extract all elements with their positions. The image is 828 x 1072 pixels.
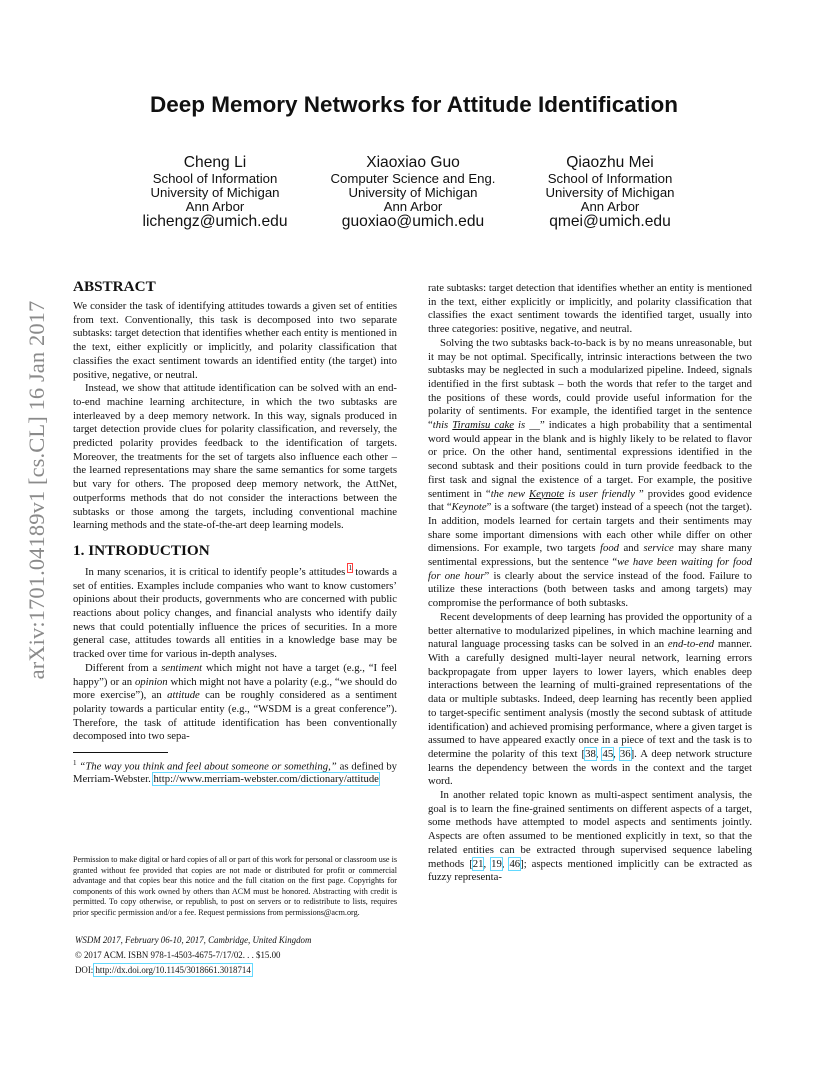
author-email: lichengz@umich.edu [142,213,288,231]
example-text: we have been waiting for food for one hour [428,556,753,582]
term-service: service [643,542,674,555]
doi-label: DOI: [75,965,96,975]
footnote-rule [73,752,168,753]
body-text: ” provides good evidence that “ [428,487,752,514]
author-affiliation-line: School of Information [547,170,673,186]
term-attitude: attitude [167,689,200,702]
body-text: may share many sentimental expressions, but the sentence “ [428,542,752,569]
author-name: Qiaozhu Mei [566,154,654,171]
citation-link[interactable]: 19 [491,857,502,870]
introduction-heading: 1. INTRODUCTION [73,541,210,559]
right-paragraph-1 [428,337,752,611]
example-target: Tiramisu cake [452,419,514,432]
body-text: ]; aspects mentioned implicitly can be extracted as fuzzy representa- [428,857,753,884]
example-text: Keynote [451,501,487,514]
footnote-quote: “The way you think and feel about someone or something,” [79,760,337,773]
term-food: food [600,542,620,555]
body-text: __” indicates a high probability that a sentimental word would appear in the blank and is highly likely to be related to flavor or price. On the other hand, sentimental expressions identified in the second subtask and their positions could in turn provide feedback to the first task and signal the existence of a target. For example, the positive sentiment in “ [428,419,752,500]
citation-link[interactable]: 46 [509,857,521,870]
citation-link[interactable]: 21 [472,857,484,870]
right-paragraph-0: rate subtasks: target detection that identifies whether an entity is mentioned in the text, either explicitly or implicitly, and polarity classification that classifies the exact sentiment towards the identified target, usually into three categories: positive, negative, and neutral. [428,282,752,336]
right-paragraph-3: In another related topic known as multi-aspect sentiment analysis, the goal is to learn the fine-grained sentiments on different aspects of a target, some methods have attempted to model aspects and sentiments jointly. Aspects are often assumed to be mentioned explicitly in text, so that the related entities can be extracted through supervised sequence labeling methods [21, 19, 46]; aspects mentioned implicitly can be extracted as fuzzy representa- [428,789,753,884]
abstract-paragraph-1: We consider the task of identifying attitudes towards a given set of entities from text. Conventionally, this task is decomposed into two separate subtasks: target detection that identifies whether each entity is mentioned in the text, either explicitly or implicitly, and polarity classification that classifies the exact sentiment towards an identified entity (the target) into positive, negative, or neutral. [73,300,397,381]
author-name: Xiaoxiao Guo [366,154,460,171]
citation-link[interactable]: 38 [585,747,596,760]
abstract-paragraph-2: Instead, we show that attitude identification can be solved with an end-to-end machine learning architecture, in which the two subtasks are interleaved by a deep memory network. In this way, signals produced in target detection provide clues for polarity classification, and reversely, the predicted polarity provides feedback to the identification of targets. Moreover, the treatments for the set of targets also influence each other – the learned representations may share the same semantics for some targets but vary for others. The proposed deep memory network, the AttNet, outperforms methods that do not consider the interactions between the subtasks or those among the targets, including conventional machine learning methods and the state-of-the-art deep learning models. [73,382,397,532]
author-affiliation-line: University of Michigan [150,184,280,200]
author-block-3 [510,155,710,231]
body-text: ]. A deep network structure learns the dependency between the words in the context and the target word. [428,747,753,788]
footnote-link[interactable]: 1 [348,564,352,573]
author-email: guoxiao@umich.edu [341,213,485,231]
intro-text: towards a set of entities. Examples include companies who want to know customers’ opinions about their products, governments who are concerned with public reactions about policy changes, and financial analysts who identify daily news that could potentially influence the prices of securities. In a more general case, attitudes towards all entities in a knowledge base may be tracked over time for various in-depth analyses. [73,565,397,661]
intro-text: can be roughly considered as a sentiment polarity towards a particular entity (e.g., “WSDM is a great conference”). Therefore, the task of attitude identification has been conventionally decomposed into two sepa- [73,689,397,743]
example-text: is user friendly [564,487,635,500]
left-column [73,278,397,786]
author-affiliation-line: School of Information [152,170,278,186]
right-column [428,282,752,885]
term-sentiment: sentiment [161,661,203,674]
doi-link[interactable]: http://dx.doi.org/10.1145/3018661.3018714 [95,965,251,975]
body-text: ” is clearly about the service instead of the food. Failure to utilize these interactions (both between tasks and among targets) may compromise the performance of both subtasks. [428,569,752,610]
footnote-mark: 1 [73,759,77,768]
example-text: this [432,419,453,432]
copyright-line: © 2017 ACM. ISBN 978-1-4503-4675-7/17/02. . . $15.00 [75,950,281,960]
author-email: qmei@umich.edu [549,213,671,231]
author-block-1 [115,155,315,231]
arxiv-stamp-text: arXiv:1701.04189v1 [cs.CL] 16 Jan 2017 [24,300,49,680]
body-text: ” is a software (the target) instead of a speech (not the target). In addition, models learned for certain targets and their sentiments may share some important dimensions with each other while differ on other dimensions. For example, two targets [428,501,752,555]
intro-paragraph-2 [73,662,397,744]
intro-paragraph-1 [73,566,397,662]
term-end-to-end: end-to-end [667,638,715,651]
citation-link[interactable]: 45 [602,747,614,760]
body-text: and [619,542,644,555]
author-block-2 [313,155,513,231]
example-text: is [513,419,526,432]
intro-text: Different from a [85,661,162,674]
intro-text: In many scenarios, it is critical to identify people’s attitudes [85,565,346,578]
paper-title: Deep Memory Networks for Attitude Identification [150,92,678,117]
doi-line [75,965,251,975]
author-affiliation-line: Computer Science and Eng. [330,170,496,186]
body-text: manner. With a carefully designed multi-layer neural network, learning errors backpropagate from upper layers to lower layers, which enables deep interactions between the learning of multi-grained representations of the data or multiple subtasks. Indeed, deep learning has recently been applied to target-specific sentiment analysis (mostly the second subtask of attitude identification) and achieved promising performance, where a given target is assumed to have appeared exactly once in a piece of text and the task is to determine the polarity of this text [ [428,638,752,760]
example-text: the new [490,487,530,500]
citation-link[interactable]: 36 [619,747,631,760]
example-target: Keynote [529,487,565,500]
permissions-text: Permission to make digital or hard copies of all or part of this work for personal or classroom use is granted without fee provided that copies are not made or distributed for profit or commercial advantage and that copies bear this notice and the full citation on the first page. Copyrights for components of this work owned by others than ACM must be honored. Abstracting with credit is permitted. To copy otherwise, or republish, to post on servers or to redistribute to lists, requires prior specific permission and/or a fee. Request permissions from permissions@acm.org. [73,855,397,917]
permissions-notice [73,855,397,919]
footnote-text: as defined by Merriam-Webster. [73,760,398,786]
body-text: Recent developments of deep learning has provided the opportunity of a better alternative to modularized pipelines, in which machine learning and natural language processing tasks can be solved in an [428,610,752,651]
intro-text: which might not have a target (e.g., “I feel happy”) or an [73,661,397,688]
author-affiliation-line: Ann Arbor [383,198,443,214]
right-paragraph-2: Recent developments of deep learning has provided the opportunity of a better alternative to modularized pipelines, in which machine learning and natural language processing tasks can be solved in an end-to-end manner. With a carefully designed multi-layer neural network, learning errors backpropagate from upper layers to lower layers, which enables deep interactions between the learning of multi-grained representations of the data or multiple subtasks. Indeed, deep learning has recently been applied to target-specific sentiment analysis (mostly the second subtask of attitude identification) and achieved promising performance, where a given target is assumed to have appeared exactly once in a piece of text and the task is to determine the polarity of this text [38, 45, 36]. A deep network structure learns the dependency between the words in the context and the target word. [428,610,753,788]
body-text: In another related topic known as multi-aspect sentiment analysis, the goal is to learn the fine-grained sentiments on different aspects of a target, some methods have attempted to model aspects and sentiments jointly. Aspects are often assumed to be mentioned explicitly in text, so that the related entities can be extracted through supervised sequence labeling methods [ [428,789,752,870]
abstract-heading: ABSTRACT [73,278,156,295]
author-affiliation-line: Ann Arbor [185,198,245,214]
footnote [73,757,397,786]
author-name: Cheng Li [183,154,247,171]
intro-text: which might not have a polarity (e.g., “we should do more exercise”), an [73,675,397,702]
arxiv-stamp [22,290,52,690]
author-affiliation-line: Ann Arbor [580,198,640,214]
footnote-url-link[interactable]: http://www.merriam-webster.com/dictionary/attitude [153,773,379,786]
author-affiliation-line: University of Michigan [348,184,478,200]
body-text: Solving the two subtasks back-to-back is by no means unreasonable, but it may be not optimal. Specifically, intrinsic interactions between the two subtasks may be neglected in such a modularized pipeline. Indeed, signals identified in the first subtask – both the words that refer to the target and the positions of these words, could provide useful information for the polarity of sentiments. For example, the identified target in the sentence “ [428,336,752,432]
author-affiliation-line: University of Michigan [545,184,675,200]
venue-line: WSDM 2017, February 06-10, 2017, Cambridge, United Kingdom [75,935,312,945]
term-opinion: opinion [134,675,168,688]
